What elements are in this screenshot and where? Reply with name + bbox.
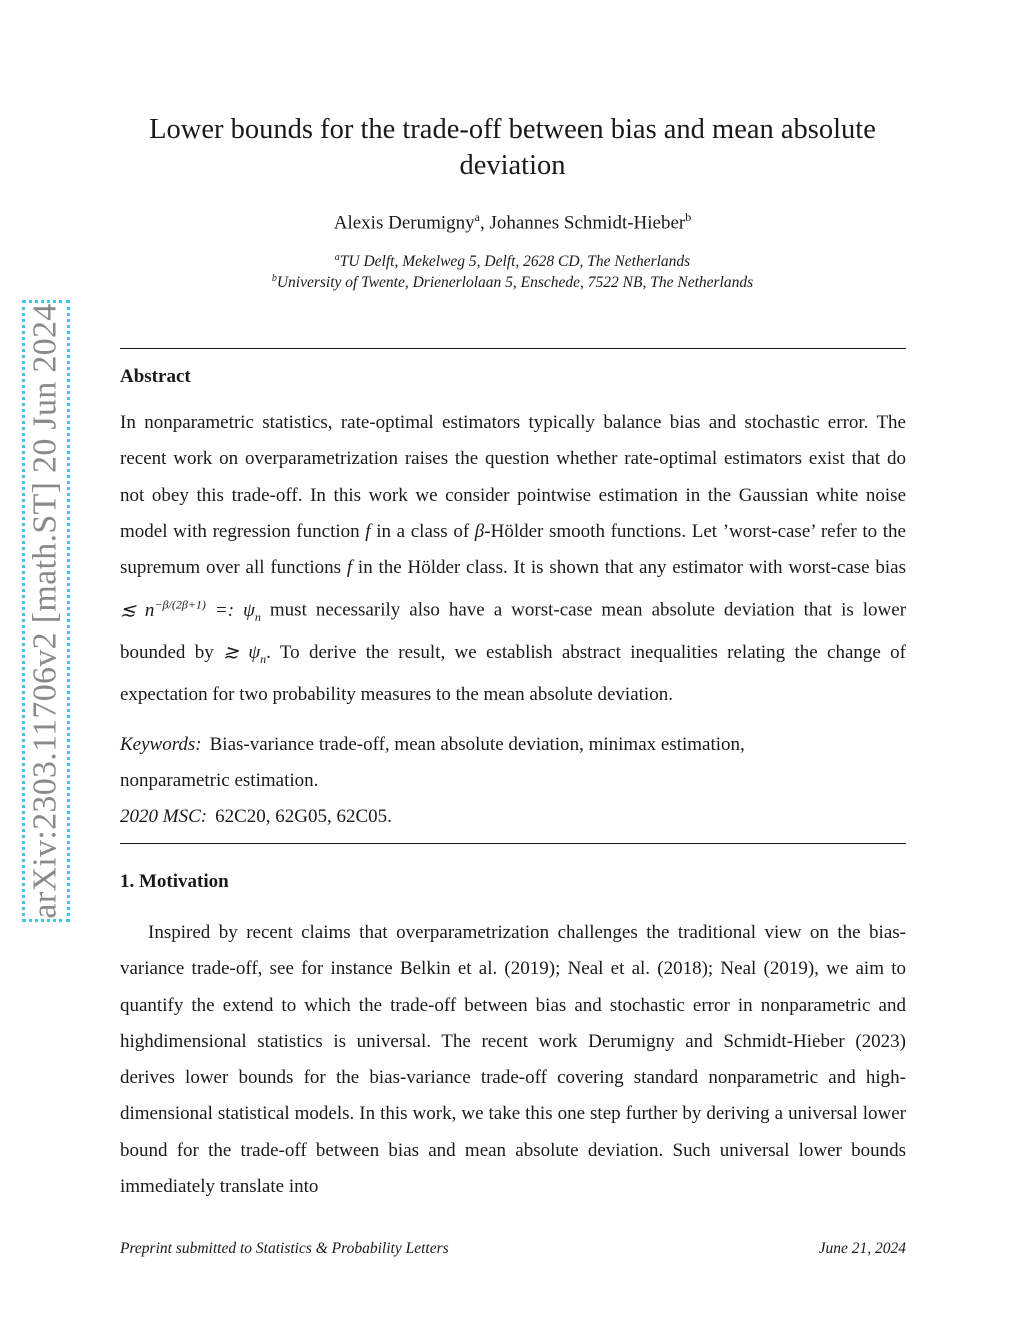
author-list	[120, 210, 905, 234]
affiliation-text: University of Twente, Drienerlolaan 5, Enschede, 7522 NB, The Netherlands	[276, 274, 754, 292]
author-mark: b	[685, 210, 692, 224]
author-name: Johannes Schmidt-Hieber	[489, 212, 686, 234]
divider	[120, 348, 906, 349]
msc-value: 62C20, 62G05, 62C05.	[215, 806, 392, 827]
footer-date: June 21, 2024	[818, 1240, 906, 1257]
author-separator: ,	[479, 212, 490, 234]
abstract-text: In nonparametric statistics, rate-optimal estimators typically balance bias and stochastic error. The recent work on overparametrization raises the question whether rate-optimal estimators exist that do not obey this trade-off. In this work we consider pointwise estimation in the Gaussian white noise model with regression function f in a class of β-Hölder smooth functions. Let ’worst-case’ refer to the supremum over all functions f in the Hölder class. It is shown that any estimator with worst-case bias ≲ $n^{-\beta/(2\beta+1)}$ =: $\psi_n$ must necessarily also have a worst-case mean absolute deviation that is lower bounded by ≳ $\psi_n$. To derive the result, we establish abstract inequalities relating the change of expectation for two probability measures to the mean absolute deviation.	[120, 412, 907, 705]
msc-classification	[120, 799, 906, 835]
paper-title	[120, 112, 905, 184]
title-line-2: deviation	[459, 150, 566, 181]
affiliation	[120, 252, 905, 271]
affiliation	[120, 273, 905, 292]
section-heading: 1. Motivation	[120, 871, 229, 892]
keywords-continued	[120, 763, 906, 799]
affiliation-mark: b	[271, 273, 277, 284]
affiliation-text: TU Delft, Mekelweg 5, Delft, 2628 CD, The Netherlands	[339, 253, 691, 271]
abstract-heading: Abstract	[120, 366, 191, 387]
author-mark: a	[474, 210, 480, 224]
keywords-label: Keywords:	[120, 734, 202, 755]
rate-formula: ≲ $n^{-\beta/(2\beta+1)}$ =: $\psi_n$	[120, 597, 261, 624]
footer-submission: Preprint submitted to Statistics & Probability Letters	[120, 1240, 449, 1257]
arxiv-stamp	[22, 300, 70, 922]
section-paragraph: Inspired by recent claims that overparametrization challenges the traditional view on the bias-variance trade-off, see for instance Belkin et al. (2019); Neal et al. (2018); Neal (2019), we aim to quantify the extend to which the trade-off between bias and stochastic error in nonparametric and highdimensional statistics is universal. The recent work Derumigny and Schmidt-Hieber (2023) derives lower bounds for the bias-variance trade-off covering standard nonparametric and high-dimensional statistical models. In this work, we take this one step further by deriving a universal lower bound for the trade-off between bias and mean absolute deviation. Such universal lower bounds immediately translate into	[120, 922, 906, 1198]
msc-label: 2020 MSC:	[120, 806, 208, 827]
keywords	[120, 727, 906, 763]
keywords-line-2: nonparametric estimation.	[120, 770, 319, 791]
divider	[120, 843, 906, 844]
keywords-line-1: Bias-variance trade-off, mean absolute deviation, minimax estimation,	[209, 734, 745, 755]
affiliation-mark: a	[334, 252, 340, 263]
lower-bound-formula: ≳ $\psi_n$	[223, 641, 267, 666]
arxiv-stamp-text: arXiv:2303.11706v2 [math.ST] 20 Jun 2024	[27, 303, 65, 919]
author-name: Alexis Derumigny	[333, 212, 475, 234]
title-line-1: Lower bounds for the trade-off between bias and mean absolute	[149, 114, 876, 145]
